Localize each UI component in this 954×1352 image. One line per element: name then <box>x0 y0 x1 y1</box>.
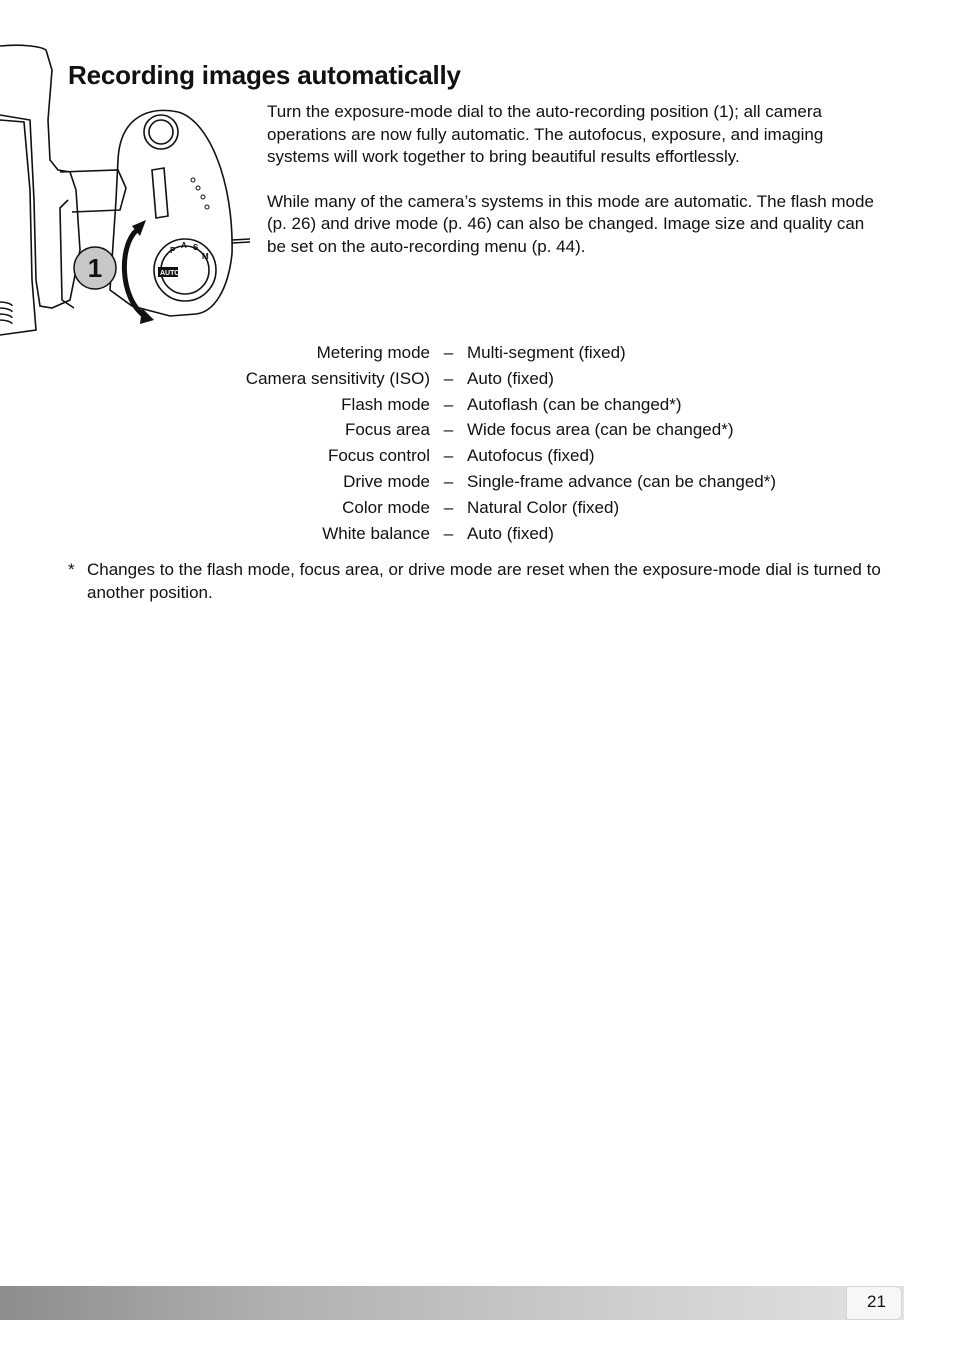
settings-row <box>200 495 776 521</box>
setting-dash: – <box>443 420 454 440</box>
settings-row <box>200 366 776 392</box>
setting-value: Natural Color (fixed) <box>467 497 620 517</box>
dial-p-label: P <box>170 246 176 255</box>
settings-table <box>200 340 776 546</box>
settings-row <box>200 443 776 469</box>
settings-row <box>200 392 776 418</box>
intro-paragraph: Turn the exposure-mode dial to the auto-recording position (1); all camera operations are now fully automatic. The autofocus, exposure, and imaging systems will work together to bring beautiful results effortlessly. <box>267 102 824 167</box>
footer-bar <box>0 1286 904 1320</box>
setting-label: Camera sensitivity (ISO) <box>245 368 430 388</box>
dial-a-label: A <box>181 241 187 250</box>
setting-value: Multi-segment (fixed) <box>467 343 626 362</box>
setting-value: Auto (fixed) <box>467 523 554 543</box>
footnote-mark: * <box>68 560 75 579</box>
setting-dash: – <box>443 471 454 491</box>
setting-dash: – <box>443 446 454 466</box>
setting-dash: – <box>443 394 454 414</box>
intro-text <box>267 101 877 281</box>
setting-value: Autoflash (can be changed*) <box>467 394 682 414</box>
intro-paragraph: While many of the camera’s systems in this mode are automatic. The flash mode (p. 26) and drive mode (p. 46) can also be changed. Image size and quality can be set on the auto-recording menu (p. 44). <box>267 191 874 256</box>
dial-m-label: M <box>202 252 209 261</box>
setting-dash: – <box>443 523 454 543</box>
settings-row <box>200 340 776 366</box>
setting-value: Auto (fixed) <box>467 368 554 388</box>
callout-number: 1 <box>87 253 103 283</box>
settings-row <box>200 417 776 443</box>
setting-label: Flash mode <box>341 394 430 414</box>
setting-label: Metering mode <box>316 343 430 362</box>
footnote <box>68 558 888 604</box>
setting-label: Focus area <box>344 420 430 440</box>
page-number: 21 <box>867 1292 886 1311</box>
footnote-text: Changes to the flash mode, focus area, or drive mode are reset when the exposure-mode dial is turned to another position. <box>87 560 881 602</box>
setting-label: White balance <box>322 523 430 543</box>
setting-dash: – <box>443 497 454 517</box>
setting-dash: – <box>443 368 454 388</box>
setting-dash: – <box>443 343 454 362</box>
setting-label: Drive mode <box>343 471 430 491</box>
settings-row <box>200 521 776 547</box>
setting-value: Single-frame advance (can be changed*) <box>467 471 777 491</box>
setting-label: Color mode <box>342 497 430 517</box>
setting-value: Autofocus (fixed) <box>467 446 595 466</box>
settings-row <box>200 469 776 495</box>
dial-auto-label: AUTO <box>160 270 180 277</box>
setting-value: Wide focus area (can be changed*) <box>467 420 734 440</box>
dial-s-label: S <box>193 243 199 252</box>
setting-label: Focus control <box>327 446 430 466</box>
page-title: Recording images automatically <box>68 60 461 90</box>
